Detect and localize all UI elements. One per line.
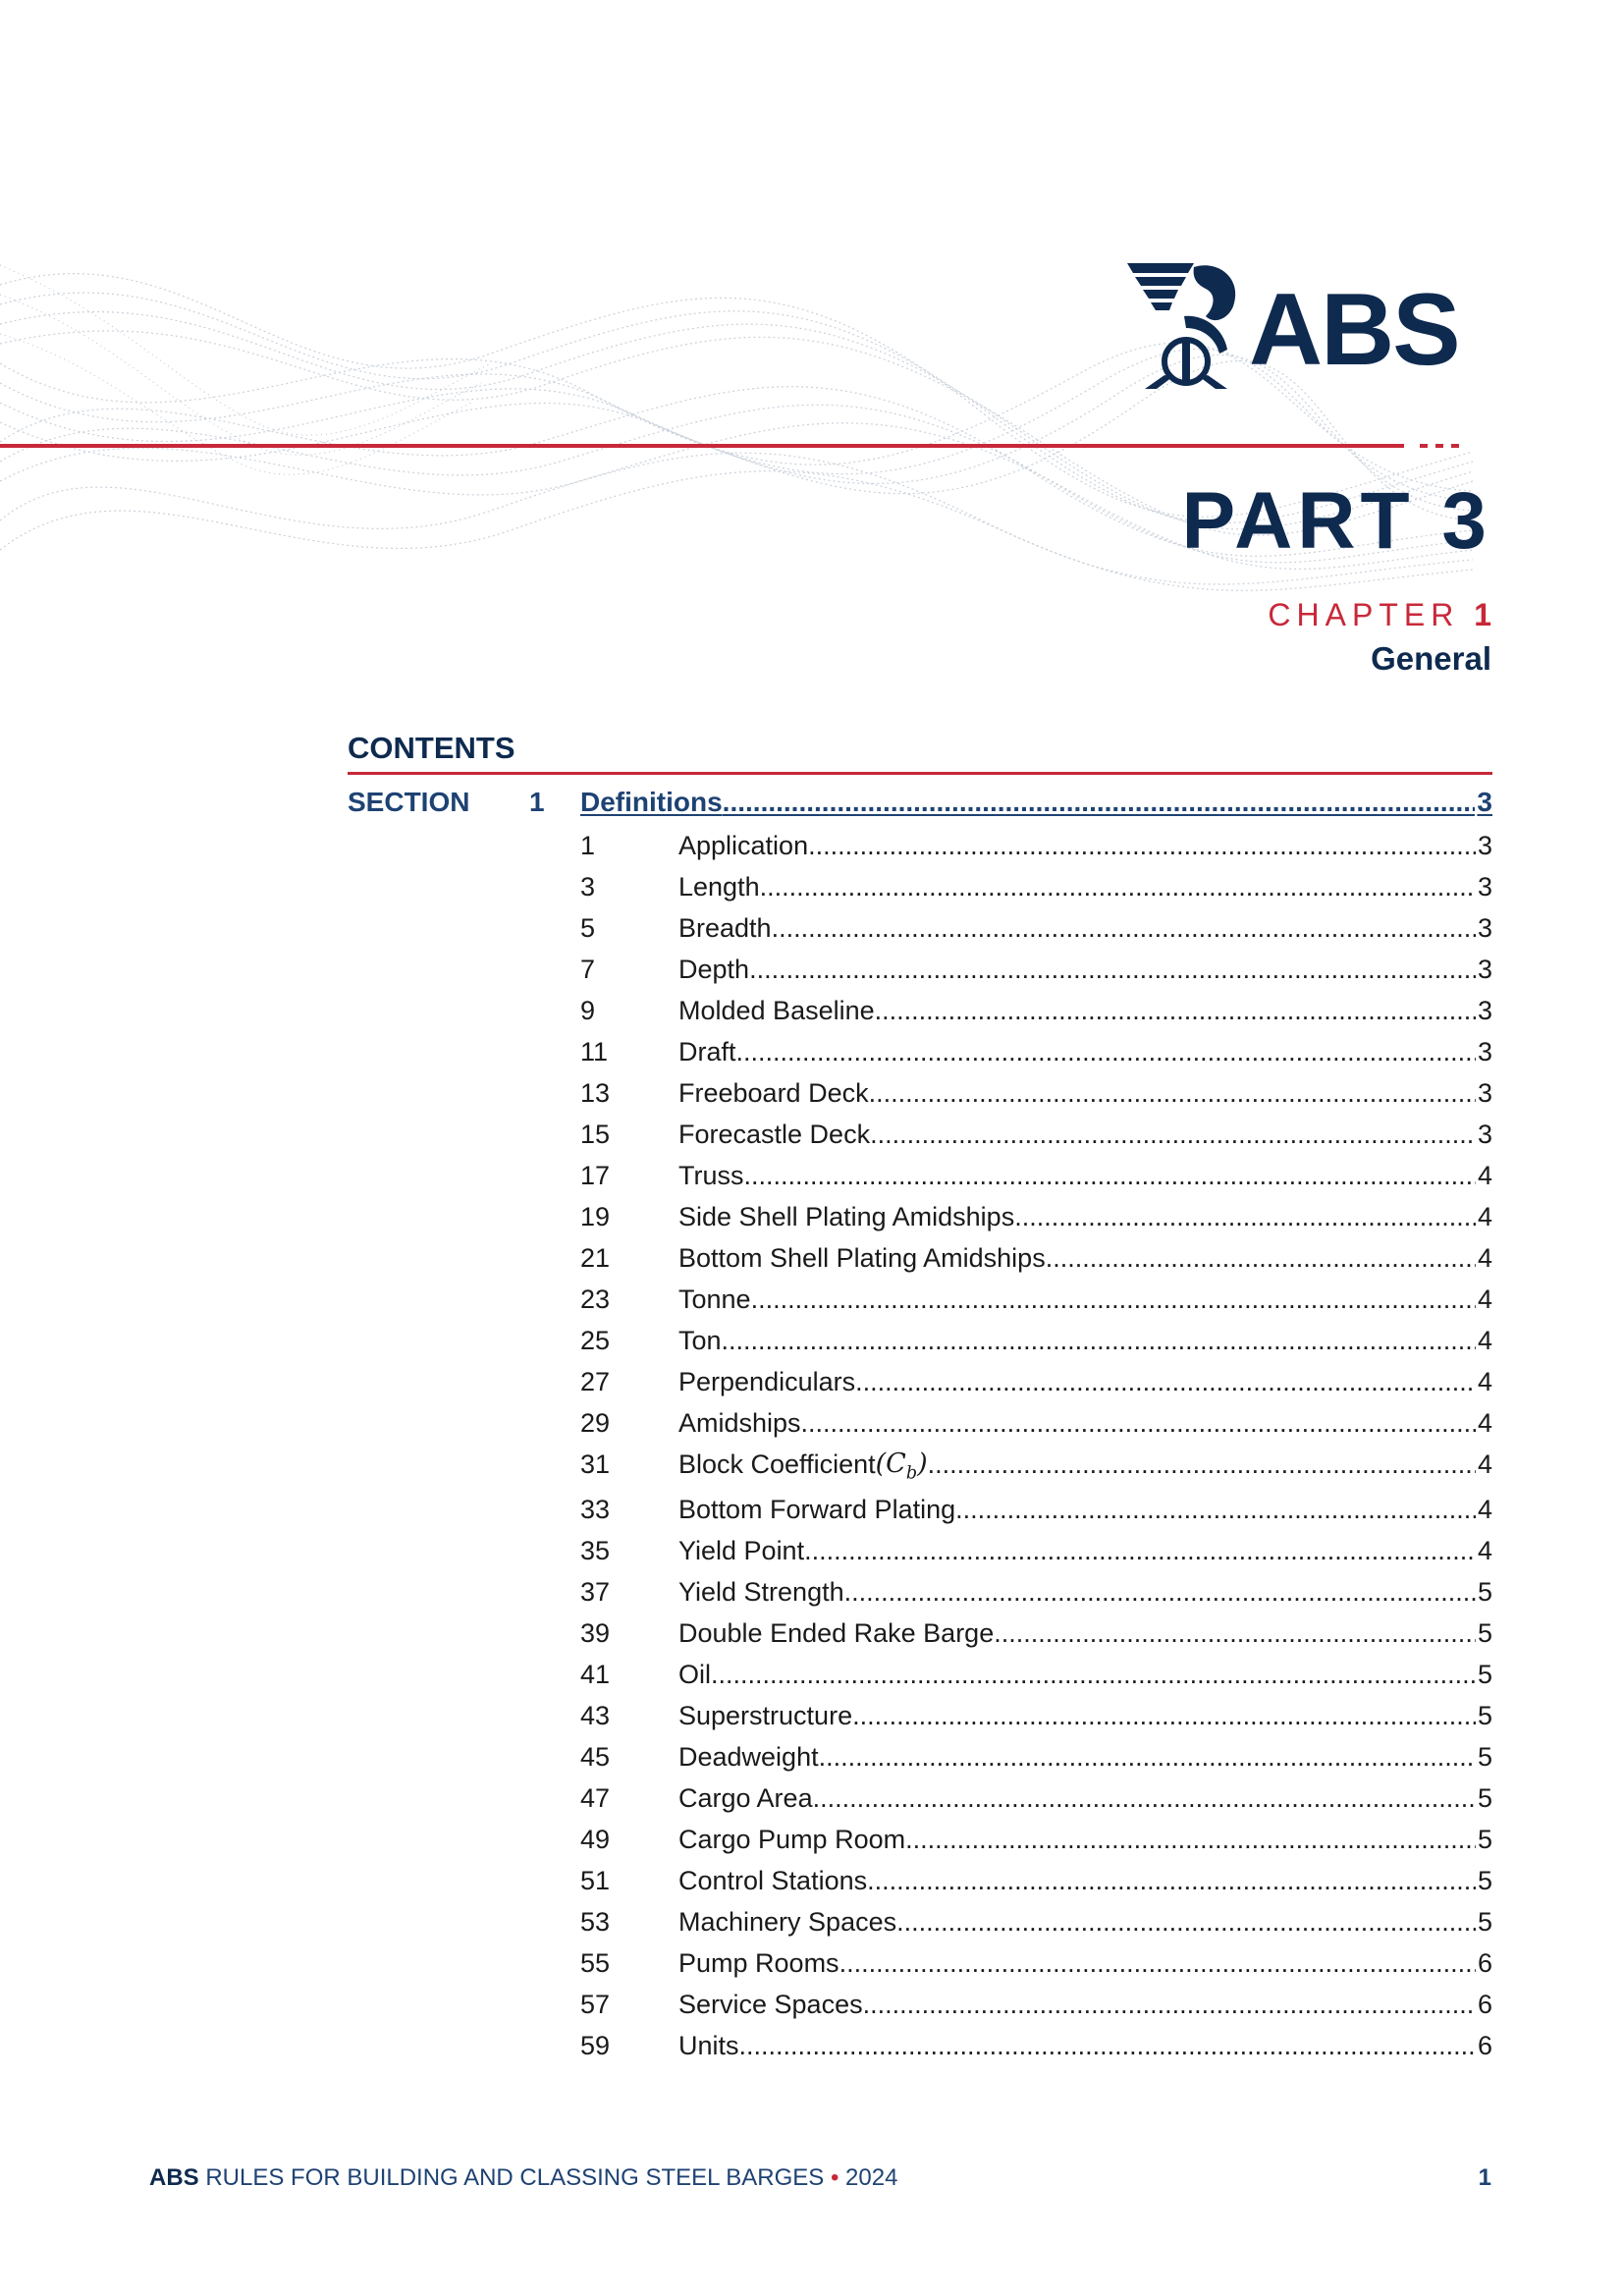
chapter-label-text: CHAPTER <box>1268 597 1460 632</box>
toc-row[interactable] <box>348 1196 1492 1237</box>
footer-title: RULES FOR BUILDING AND CLASSING STEEL BARGES <box>205 2164 825 2191</box>
toc-item-link[interactable] <box>678 1530 1492 1571</box>
toc-item-number: 1 <box>580 831 596 860</box>
toc-item-link[interactable] <box>678 1114 1492 1155</box>
toc-item-number: 57 <box>580 1990 611 2019</box>
toc-item-link[interactable] <box>678 1654 1492 1695</box>
toc-item-number: 21 <box>580 1243 611 1273</box>
toc-item-number: 45 <box>580 1742 611 1772</box>
toc-item-page: 4 <box>1477 1536 1492 1565</box>
paren: ) <box>917 1449 928 1479</box>
leader-dots <box>723 784 1476 821</box>
toc-item-title: Forecastle Deck <box>678 1120 871 1149</box>
toc-item-title: Freeboard Deck <box>678 1078 869 1108</box>
toc-item-number: 31 <box>580 1449 611 1479</box>
toc-item-title: Oil <box>678 1660 711 1689</box>
leader-dots <box>749 949 1476 990</box>
toc-row[interactable] <box>348 1984 1492 2025</box>
toc-item-number: 5 <box>580 913 596 943</box>
toc-item-link[interactable] <box>678 1819 1492 1860</box>
toc-item-page: 5 <box>1477 1783 1492 1813</box>
toc-item-title: Machinery Spaces <box>678 1907 897 1937</box>
toc-item-link[interactable] <box>678 1777 1492 1819</box>
toc-item-number: 51 <box>580 1866 611 1895</box>
toc-item-title: Units <box>678 2031 739 2060</box>
red-dash <box>1451 444 1459 448</box>
section-title: Definitions <box>580 787 723 817</box>
symbol-c: C <box>886 1449 906 1479</box>
leader-dots <box>760 866 1476 907</box>
toc-row[interactable] <box>348 990 1492 1031</box>
toc-item-number: 29 <box>580 1408 611 1438</box>
toc-list <box>348 825 1492 2066</box>
leader-dots <box>994 1613 1476 1654</box>
paren: ( <box>875 1449 887 1479</box>
toc-row[interactable] <box>348 1489 1492 1530</box>
toc-item-number: 47 <box>580 1783 611 1813</box>
toc-item-page: 3 <box>1477 831 1492 860</box>
contents-heading: CONTENTS <box>348 731 515 765</box>
toc-item-title: Superstructure <box>678 1701 853 1730</box>
toc-item-link[interactable] <box>678 825 1492 866</box>
toc-item-link[interactable] <box>678 990 1492 1031</box>
toc-item-number: 15 <box>580 1120 611 1149</box>
toc-row[interactable] <box>348 1571 1492 1613</box>
leader-dots <box>863 1984 1476 2025</box>
leader-dots <box>736 1031 1476 1072</box>
toc-item-number: 13 <box>580 1078 611 1108</box>
toc-item-number: 43 <box>580 1701 611 1730</box>
toc-item-page: 5 <box>1477 1907 1492 1937</box>
toc-row[interactable] <box>348 1613 1492 1654</box>
toc-item-number: 41 <box>580 1660 611 1689</box>
toc-row[interactable] <box>348 1736 1492 1777</box>
toc-item-number: 3 <box>580 872 596 902</box>
toc-item-link[interactable] <box>678 1571 1492 1613</box>
toc-item-link[interactable] <box>678 1942 1492 1984</box>
toc-item-title: Pump Rooms <box>678 1948 839 1978</box>
toc-item-title: Tonne <box>678 1285 751 1314</box>
leader-dots <box>928 1444 1476 1494</box>
section-link-row[interactable] <box>348 784 1492 821</box>
toc-item-link[interactable] <box>678 1155 1492 1196</box>
section-label: SECTION <box>348 787 470 817</box>
toc-item-link[interactable] <box>678 1402 1492 1444</box>
toc-item-number: 27 <box>580 1367 611 1396</box>
chapter-label <box>1268 599 1491 630</box>
toc-item-page: 3 <box>1477 913 1492 943</box>
toc-item-number: 59 <box>580 2031 611 2060</box>
leader-dots <box>896 1901 1476 1942</box>
toc-item-link[interactable] <box>678 1279 1492 1320</box>
toc-item-page: 4 <box>1477 1367 1492 1396</box>
toc-row[interactable] <box>348 1320 1492 1361</box>
leader-dots <box>813 1777 1476 1819</box>
toc-row[interactable] <box>348 1942 1492 1984</box>
leader-dots <box>905 1819 1476 1860</box>
toc-row[interactable] <box>348 1654 1492 1695</box>
toc-item-page: 4 <box>1477 1243 1492 1273</box>
leader-dots <box>804 1530 1476 1571</box>
toc-row[interactable] <box>348 1114 1492 1155</box>
toc-item-number: 55 <box>580 1948 611 1978</box>
toc-item-page: 3 <box>1477 996 1492 1025</box>
toc-item-link[interactable] <box>678 949 1492 990</box>
toc-item-page: 4 <box>1477 1495 1492 1524</box>
toc-item-link[interactable] <box>678 1736 1492 1777</box>
toc-item-page: 4 <box>1477 1326 1492 1355</box>
toc-item-number: 23 <box>580 1285 611 1314</box>
toc-item-link[interactable] <box>678 1860 1492 1901</box>
toc-item-link[interactable] <box>678 1072 1492 1114</box>
toc-item-page: 4 <box>1477 1285 1492 1314</box>
toc-row[interactable] <box>348 1402 1492 1444</box>
toc-item-page: 3 <box>1477 872 1492 902</box>
toc-row[interactable] <box>348 1860 1492 1901</box>
toc-item-page: 6 <box>1477 1948 1492 1978</box>
abs-logo-text: ABS <box>1249 273 1459 387</box>
toc-row[interactable] <box>348 2025 1492 2066</box>
toc-item-title: Yield Point <box>678 1536 805 1565</box>
toc-item-title: Ton <box>678 1326 722 1355</box>
toc-row[interactable] <box>348 1695 1492 1736</box>
leader-dots <box>852 1695 1476 1736</box>
leader-dots <box>739 2025 1476 2066</box>
chapter-title: General <box>1371 640 1491 677</box>
toc-item-title: Bottom Forward Plating <box>678 1495 956 1524</box>
toc-item-page: 4 <box>1477 1449 1492 1479</box>
toc-item-page: 4 <box>1477 1202 1492 1231</box>
toc-item-number: 39 <box>580 1618 611 1648</box>
toc-item-title: Cargo Pump Room <box>678 1825 906 1854</box>
toc-item-number: 25 <box>580 1326 611 1355</box>
footer-bullet: • <box>830 2164 839 2191</box>
toc-item-link[interactable] <box>678 1237 1492 1279</box>
toc-row[interactable] <box>348 1819 1492 1860</box>
leader-dots <box>839 1942 1476 1984</box>
eagle-emblem-icon <box>1125 259 1253 397</box>
toc-item-number: 35 <box>580 1536 611 1565</box>
footer <box>149 2166 897 2190</box>
toc-item-title: Yield Strength <box>678 1577 844 1607</box>
leader-dots <box>955 1489 1476 1530</box>
toc-item-title: Bottom Shell Plating Amidships <box>678 1243 1046 1273</box>
toc-row[interactable] <box>348 1031 1492 1072</box>
contents-rule <box>348 772 1492 775</box>
toc-item-number: 11 <box>580 1037 609 1066</box>
toc-row[interactable] <box>348 1777 1492 1819</box>
toc-item-page: 4 <box>1477 1161 1492 1190</box>
toc-item-page: 3 <box>1477 1078 1492 1108</box>
toc-item-number: 9 <box>580 996 596 1025</box>
toc-item-link[interactable] <box>678 1031 1492 1072</box>
toc-item-title: Depth <box>678 955 750 984</box>
red-dash <box>1420 444 1428 448</box>
toc-row[interactable] <box>348 1237 1492 1279</box>
toc-item-link[interactable] <box>678 1695 1492 1736</box>
leader-dots <box>808 825 1476 866</box>
section-number: 1 <box>529 787 545 817</box>
toc-item-page: 5 <box>1477 1701 1492 1730</box>
leader-dots <box>870 1114 1476 1155</box>
toc-item-title: Service Spaces <box>678 1990 863 2019</box>
toc-item-title: Double Ended Rake Barge <box>678 1618 995 1648</box>
toc-row[interactable] <box>348 1361 1492 1402</box>
toc-item-page: 5 <box>1477 1825 1492 1854</box>
block-coefficient-symbol <box>876 1444 928 1494</box>
toc-item-page: 4 <box>1477 1408 1492 1438</box>
toc-item-title: Amidships <box>678 1408 801 1438</box>
toc-item-number: 17 <box>580 1161 611 1190</box>
toc-item-page: 5 <box>1477 1742 1492 1772</box>
toc-item-link[interactable] <box>678 1613 1492 1654</box>
toc-item-page: 6 <box>1477 1990 1492 2019</box>
leader-dots <box>751 1279 1476 1320</box>
toc-item-title: Deadweight <box>678 1742 819 1772</box>
toc-item-page: 6 <box>1477 2031 1492 2060</box>
leader-dots <box>844 1571 1476 1613</box>
leader-dots <box>744 1155 1476 1196</box>
red-dash <box>1435 444 1443 448</box>
toc-item-number: 19 <box>580 1202 611 1231</box>
toc-item-page: 5 <box>1477 1577 1492 1607</box>
chapter-number: 1 <box>1474 597 1491 632</box>
toc-item-page: 5 <box>1477 1660 1492 1689</box>
toc-row[interactable] <box>348 1072 1492 1114</box>
toc-item-page: 5 <box>1477 1866 1492 1895</box>
toc-item-title: Truss <box>678 1161 744 1190</box>
toc-item-number: 33 <box>580 1495 611 1524</box>
toc-row[interactable] <box>348 1530 1492 1571</box>
leader-dots <box>1014 1196 1476 1237</box>
toc-item-title: Application <box>678 831 809 860</box>
toc-row[interactable] <box>348 1901 1492 1942</box>
leader-dots <box>867 1860 1476 1901</box>
toc-item-page: 3 <box>1477 1120 1492 1149</box>
toc-item-page: 3 <box>1477 955 1492 984</box>
toc-item-link[interactable] <box>678 1196 1492 1237</box>
toc-item-link[interactable] <box>678 1361 1492 1402</box>
toc-item-link[interactable] <box>678 2025 1492 2066</box>
symbol-subscript: b <box>905 1463 918 1484</box>
toc-item-title: Perpendiculars <box>678 1367 856 1396</box>
toc-item-title: Draft <box>678 1037 736 1066</box>
toc-row[interactable] <box>348 1444 1492 1489</box>
leader-dots <box>819 1736 1476 1777</box>
toc-row[interactable] <box>348 825 1492 866</box>
toc-item-link[interactable] <box>678 1984 1492 2025</box>
toc-item-title: Block Coefficient <box>678 1449 876 1479</box>
toc-row[interactable] <box>348 866 1492 907</box>
toc-item-title: Cargo Area <box>678 1783 813 1813</box>
page-number: 1 <box>1478 2164 1491 2191</box>
leader-dots <box>772 907 1476 949</box>
leader-dots <box>801 1402 1476 1444</box>
toc-item-title: Control Stations <box>678 1866 868 1895</box>
toc-row[interactable] <box>348 1279 1492 1320</box>
leader-dots <box>1046 1237 1476 1279</box>
leader-dots <box>869 1072 1476 1114</box>
section-link[interactable] <box>580 784 1492 821</box>
toc-item-title: Molded Baseline <box>678 996 875 1025</box>
section-page: 3 <box>1477 787 1492 817</box>
leader-dots <box>722 1320 1476 1361</box>
toc-item-link[interactable] <box>678 1489 1492 1530</box>
footer-brand: ABS <box>149 2164 199 2191</box>
header-red-rule <box>0 444 1404 448</box>
footer-year: 2024 <box>845 2164 898 2191</box>
toc-item-number: 7 <box>580 955 596 984</box>
leader-dots <box>711 1654 1476 1695</box>
toc-item-link[interactable] <box>678 1901 1492 1942</box>
part-title: PART 3 <box>1181 476 1491 566</box>
abs-logo <box>1125 259 1479 397</box>
toc-item-title: Breadth <box>678 913 772 943</box>
toc-item-link[interactable] <box>678 866 1492 907</box>
toc-item-title: Side Shell Plating Amidships <box>678 1202 1015 1231</box>
toc-item-link[interactable] <box>678 1444 1492 1494</box>
toc-item-number: 37 <box>580 1577 611 1607</box>
toc-item-page: 5 <box>1477 1618 1492 1648</box>
toc-item-number: 53 <box>580 1907 611 1937</box>
toc-item-link[interactable] <box>678 907 1492 949</box>
toc-item-title: Length <box>678 872 760 902</box>
toc-item-page: 3 <box>1477 1037 1492 1066</box>
leader-dots <box>875 990 1476 1031</box>
leader-dots <box>855 1361 1476 1402</box>
toc-item-number: 49 <box>580 1825 611 1854</box>
toc-row[interactable] <box>348 907 1492 949</box>
toc-item-link[interactable] <box>678 1320 1492 1361</box>
toc-row[interactable] <box>348 949 1492 990</box>
toc-row[interactable] <box>348 1155 1492 1196</box>
